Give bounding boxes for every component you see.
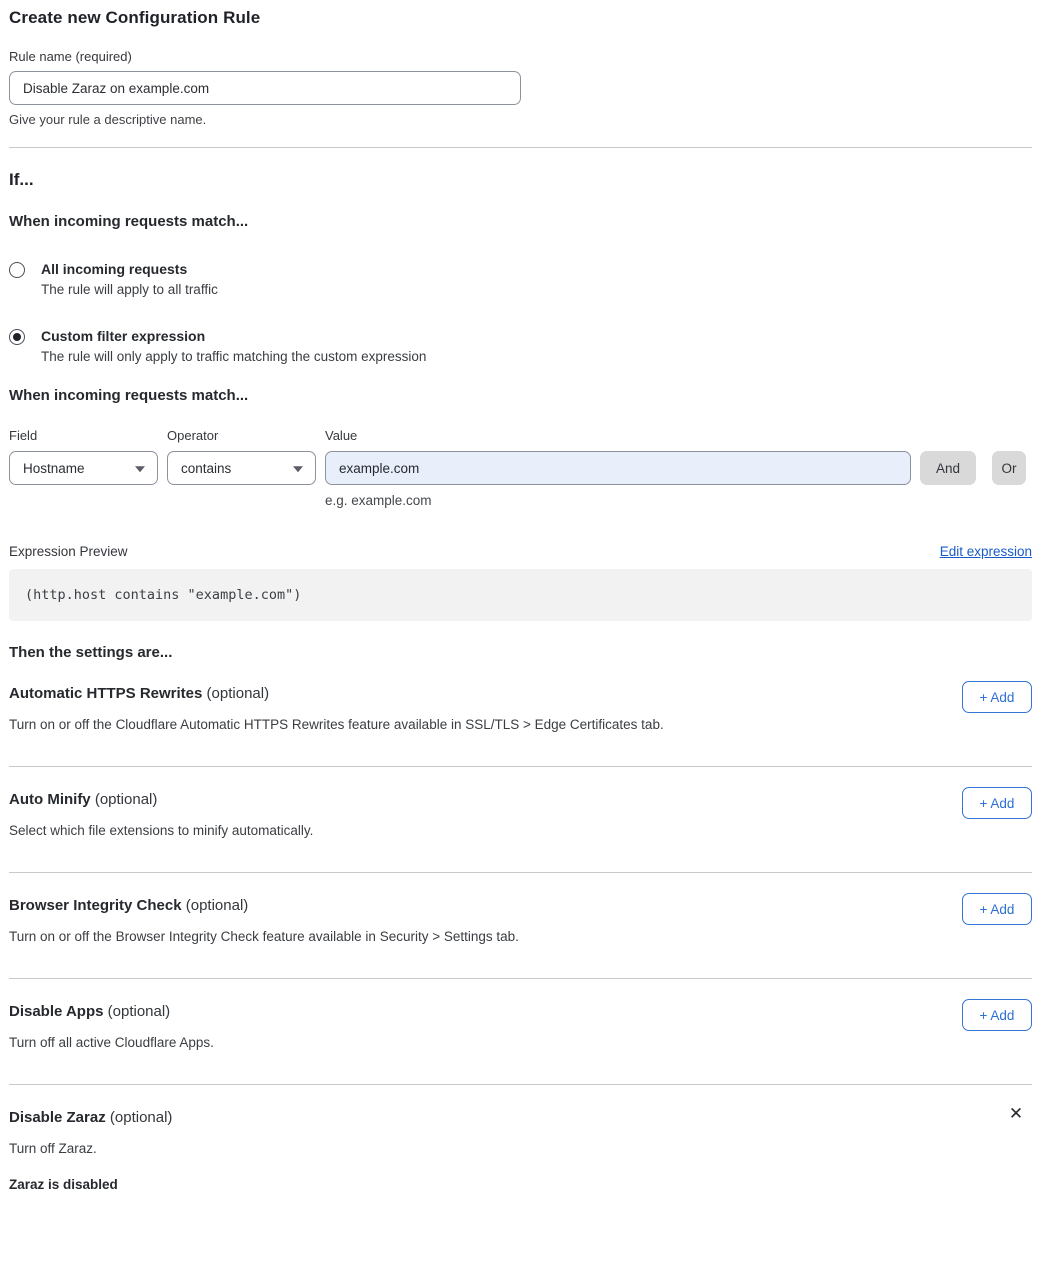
field-select-value: Hostname bbox=[23, 460, 85, 476]
setting-optional-text: (optional) bbox=[206, 685, 270, 702]
field-label: Field bbox=[9, 428, 38, 443]
setting-title-text: Disable Zaraz bbox=[9, 1109, 106, 1126]
chevron-down-icon bbox=[135, 466, 145, 472]
setting-optional-text: (optional) bbox=[107, 1003, 171, 1020]
setting-title-text: Auto Minify bbox=[9, 791, 91, 808]
expression-builder bbox=[9, 428, 1032, 508]
value-input[interactable] bbox=[325, 451, 911, 485]
setting-disable-apps bbox=[9, 979, 1032, 1085]
chevron-down-icon bbox=[293, 466, 303, 472]
expression-preview-header bbox=[9, 544, 1032, 559]
setting-disable-zaraz bbox=[9, 1085, 1032, 1226]
radio-option-custom-filter[interactable] bbox=[9, 328, 1032, 364]
match-subheading: When incoming requests match... bbox=[9, 213, 249, 230]
rule-name-input[interactable] bbox=[9, 71, 521, 105]
expression-preview-code: (http.host contains "example.com") bbox=[9, 569, 1032, 621]
field-select[interactable] bbox=[9, 451, 158, 485]
setting-title-text: Automatic HTTPS Rewrites bbox=[9, 685, 203, 702]
setting-description: Turn off Zaraz. bbox=[9, 1141, 97, 1156]
value-column bbox=[325, 428, 911, 485]
add-button[interactable]: + Add bbox=[962, 893, 1032, 925]
field-column bbox=[9, 428, 158, 485]
divider bbox=[9, 147, 1032, 148]
rule-name-help: Give your rule a descriptive name. bbox=[9, 112, 207, 127]
setting-optional-text: (optional) bbox=[185, 897, 249, 914]
radio-selected-icon[interactable] bbox=[9, 329, 25, 345]
add-button[interactable]: + Add bbox=[962, 999, 1032, 1031]
setting-title bbox=[9, 1109, 1032, 1126]
rule-name-label: Rule name (required) bbox=[9, 49, 132, 64]
then-settings-heading: Then the settings are... bbox=[9, 644, 173, 661]
operator-select[interactable] bbox=[167, 451, 316, 485]
radio-option-text bbox=[41, 261, 218, 297]
radio-option-description: The rule will only apply to traffic matching the custom expression bbox=[41, 349, 427, 364]
setting-browser-integrity-check bbox=[9, 873, 1032, 979]
value-hint: e.g. example.com bbox=[325, 493, 432, 508]
and-button[interactable]: And bbox=[920, 451, 976, 485]
radio-unselected-icon[interactable] bbox=[9, 262, 25, 278]
radio-option-all-incoming[interactable] bbox=[9, 261, 1032, 297]
close-icon[interactable]: ✕ bbox=[1008, 1104, 1024, 1123]
setting-title bbox=[9, 897, 1032, 914]
setting-title bbox=[9, 791, 1032, 808]
setting-optional-text: (optional) bbox=[109, 1109, 173, 1126]
radio-option-label: All incoming requests bbox=[41, 261, 188, 277]
setting-description: Turn on or off the Cloudflare Automatic HTTPS Rewrites feature available in SSL/TLS > Edge Certificates tab. bbox=[9, 717, 664, 732]
add-button[interactable]: + Add bbox=[962, 681, 1032, 713]
if-heading: If... bbox=[9, 170, 34, 189]
setting-title-text: Browser Integrity Check bbox=[9, 897, 182, 914]
setting-automatic-https-rewrites bbox=[9, 661, 1032, 767]
setting-optional-text: (optional) bbox=[94, 791, 158, 808]
setting-auto-minify bbox=[9, 767, 1032, 873]
setting-description: Turn on or off the Browser Integrity Check feature available in Security > Settings tab. bbox=[9, 929, 519, 944]
setting-title-text: Disable Apps bbox=[9, 1003, 104, 1020]
operator-select-value: contains bbox=[181, 460, 232, 476]
operator-column bbox=[167, 428, 316, 485]
expression-builder-heading: When incoming requests match... bbox=[9, 387, 249, 404]
operator-label: Operator bbox=[167, 428, 219, 443]
expression-builder-row bbox=[9, 428, 1032, 485]
or-button[interactable]: Or bbox=[992, 451, 1026, 485]
expression-preview-label: Expression Preview bbox=[9, 544, 128, 559]
radio-option-text bbox=[41, 328, 426, 364]
edit-expression-link[interactable]: Edit expression bbox=[939, 544, 1032, 559]
setting-description: Turn off all active Cloudflare Apps. bbox=[9, 1035, 214, 1050]
radio-option-label: Custom filter expression bbox=[41, 328, 206, 344]
page-title: Create new Configuration Rule bbox=[9, 8, 261, 27]
setting-title bbox=[9, 1003, 1032, 1020]
radio-option-description: The rule will apply to all traffic bbox=[41, 282, 218, 297]
add-button[interactable]: + Add bbox=[962, 787, 1032, 819]
value-label: Value bbox=[325, 428, 358, 443]
setting-description: Select which file extensions to minify automatically. bbox=[9, 823, 314, 838]
setting-title bbox=[9, 685, 1032, 702]
zaraz-status-text: Zaraz is disabled bbox=[9, 1177, 118, 1192]
